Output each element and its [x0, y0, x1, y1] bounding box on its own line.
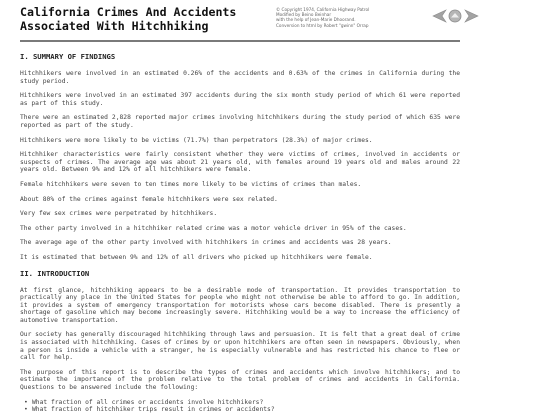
paragraph: Hitchhikers were more likely to be victims (71.7%) than perpetrators (28.3%) of major crimes.: [20, 136, 373, 144]
list-item: • What fraction of hitchhiker trips result in crimes or accidents?: [32, 406, 460, 414]
paragraph: The average age of the other party involved with hitchhikers in crimes and accidents was 28 years.: [20, 239, 392, 247]
paragraph: Female hitchhikers were seven to ten times more likely to be victims of crimes than males.: [20, 180, 362, 188]
paragraph: Hitchhiker characteristics were fairly consistent whether they were victims of crimes, involved in accidents or suspects of crimes. The average age was about 21 years old, with females around 19 years old and males around 22 years old. Between 9% and 12% of all hitchhikers were female.: [20, 151, 460, 174]
questions-list: [20, 399, 460, 414]
title-line-2: Associated With Hitchhiking: [20, 19, 209, 33]
home-circle-icon[interactable]: [447, 9, 463, 23]
paragraph: There were an estimated 2,828 reported major crimes involving hitchhikers during the study period of which 635 were reported as part of the study.: [20, 114, 460, 129]
page-title: [20, 5, 272, 33]
right-arrow-icon[interactable]: [464, 9, 479, 23]
navigation-arrows: [414, 9, 480, 31]
paragraph: About 80% of the crimes against female hitchhikers were sex related.: [20, 195, 278, 203]
copyright-credits: [276, 7, 426, 28]
section-heading-introduction: II. INTRODUCTION: [20, 268, 90, 278]
page-header: [20, 5, 460, 38]
paragraph: Hitchhikers were involved in an estimated 0.26% of the accidents and 0.63% of the crimes in California during the study period.: [20, 70, 460, 85]
credit-line: Modified by Beino Beinhar: [276, 12, 332, 18]
left-arrow-icon[interactable]: [432, 9, 447, 23]
paragraph: Hitchhikers were involved in an estimated 397 accidents during the six month study period of which 61 were reported as part of this study.: [20, 92, 460, 107]
header-divider: [20, 40, 460, 42]
paragraph: The other party involved in a hitchhiker related crime was a motor vehicle driver in 95% of the cases.: [20, 224, 407, 232]
paragraph: At first glance, hitchhiking appears to be a desirable mode of transportation. It provides transportation to practically any place in the United States for people who might not otherwise be able to afford to go. In addition, it provides a system of emergency transportation for motorists whose cars become disabled. There is presently a shortage of gasoline which may become increasingly severe. Hitchhiking would be a way to increase the efficiency of automotive transportation.: [20, 286, 460, 324]
list-item: • What fraction of all crimes or accidents involve hitchhikers?: [32, 399, 460, 407]
paragraph: Our society has generally discouraged hitchhiking through laws and persuasion. It is felt that a great deal of crime is associated with hitchhiking. Cases of crimes by or upon hitchhikers are often seen in newspapers. Obviously, when a person is inside a vehicle with a stranger, he is especially vulnerable and has restricted his chance to flee or call for help.: [20, 331, 460, 362]
document-page: [20, 5, 460, 414]
credit-line: Conversion to html by Robert "gwinn" Orrap: [276, 22, 369, 28]
title-line-1: California Crimes And Accidents: [20, 5, 237, 19]
paragraph: Very few sex crimes were perpetrated by hitchhikers.: [20, 210, 218, 218]
credit-line: with the help of Jean-Marie Dhoorand.: [276, 17, 356, 23]
paragraph: It is estimated that between 9% and 12% of all drivers who picked up hitchhikers were female.: [20, 253, 373, 261]
paragraph: The purpose of this report is to describe the types of crimes and accidents which involve hitchhikers; and to estimate the importance of the problem relative to the total problem of crimes and accidents in California. Questions to be answered include the following:: [20, 368, 460, 392]
credit-line: © Copyright 1974, California Highway Patrol: [276, 7, 370, 12]
section-heading-summary: I. SUMMARY OF FINDINGS: [20, 52, 116, 61]
